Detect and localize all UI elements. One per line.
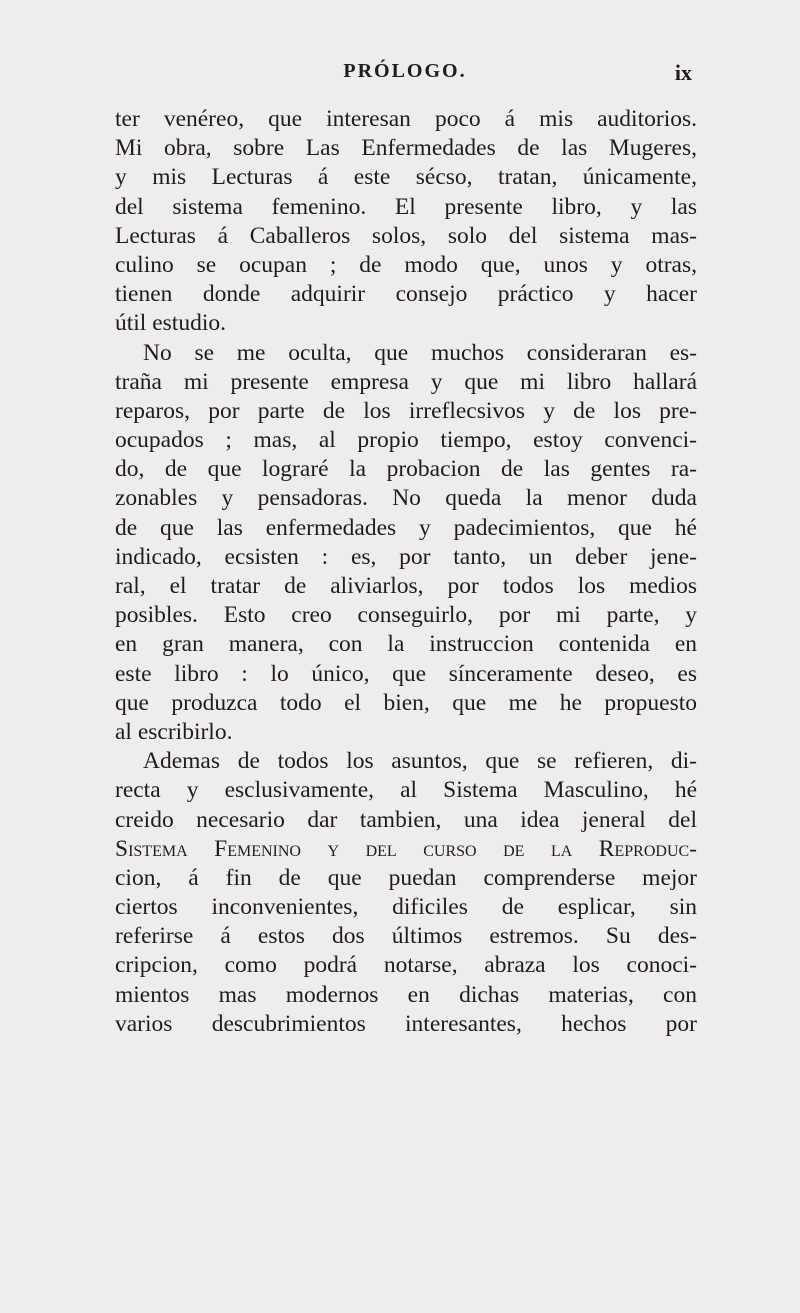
text-line: que produzca todo el bien, que me he propuesto xyxy=(115,689,697,716)
text-line: ocupados ; mas, al propio tiempo, estoy convenci- xyxy=(115,427,697,454)
text-line: tienen donde adquirir consejo práctico y hacer xyxy=(115,281,697,308)
text-line: traña mi presente empresa y que mi libro hallará xyxy=(115,368,697,395)
text-line: do, de que lograré la probacion de las gentes ra- xyxy=(115,456,697,483)
text-line: recta y esclusivamente, al Sistema Masculino, hé xyxy=(115,777,697,804)
text-line: No se me oculta, que muchos consideraran es- xyxy=(143,339,697,366)
text-line: ral, el tratar de aliviarlos, por todos los medios xyxy=(115,573,697,599)
text-line: Ademas de todos los asuntos, que se refieren, di- xyxy=(143,748,697,775)
text-line: y mis Lecturas á este sécso, tratan, únicamente, xyxy=(115,164,697,191)
text-line: posibles. Esto creo conseguirlo, por mi parte, y xyxy=(115,602,697,629)
text-line: ciertos inconvenientes, dificiles de esplicar, sin xyxy=(115,894,697,921)
page-header xyxy=(118,60,692,100)
running-head: PRÓLOGO. xyxy=(343,60,467,82)
text-line: del sistema femenino. El presente libro, y las xyxy=(115,193,697,220)
text-line: este libro : lo único, que sínceramente deseo, es xyxy=(115,660,697,687)
text-line: indicado, ecsisten : es, por tanto, un deber jene- xyxy=(115,543,697,570)
text-line: mientos mas modernos en dichas materias, con xyxy=(115,981,697,1008)
text-line: Lecturas á Caballeros solos, solo del sistema mas- xyxy=(115,222,697,249)
page-number: ix xyxy=(674,60,692,85)
text-line: al escribirlo. xyxy=(115,718,233,745)
text-line: creido necesario dar tambien, una idea jeneral del xyxy=(115,806,697,833)
text-line: reparos, por parte de los irreflecsivos y de los pre- xyxy=(115,397,697,424)
text-line: cripcion, como podrá notarse, abraza los conoci- xyxy=(115,952,697,979)
text-line: referirse á estos dos últimos estremos. Su des- xyxy=(115,923,697,950)
text-line: culino se ocupan ; de modo que, unos y otras, xyxy=(115,251,697,278)
body-text xyxy=(115,105,697,1039)
text-line: útil estudio. xyxy=(115,310,226,337)
text-line: zonables y pensadoras. No queda la menor duda xyxy=(115,485,697,512)
text-line: ter venéreo, que interesan poco á mis auditorios. xyxy=(115,106,697,132)
text-line: de que las enfermedades y padecimientos, que hé xyxy=(115,514,697,541)
text-line: Mi obra, sobre Las Enfermedades de las Mugeres, xyxy=(115,135,697,162)
text-line: en gran manera, con la instruccion contenida en xyxy=(115,631,697,658)
text-line: varios descubrimientos interesantes, hechos por xyxy=(115,1010,697,1037)
text-line: Sistema Femenino y del curso de la Reproduc- xyxy=(115,835,697,862)
text-line: cion, á fin de que puedan comprenderse mejor xyxy=(115,864,697,891)
